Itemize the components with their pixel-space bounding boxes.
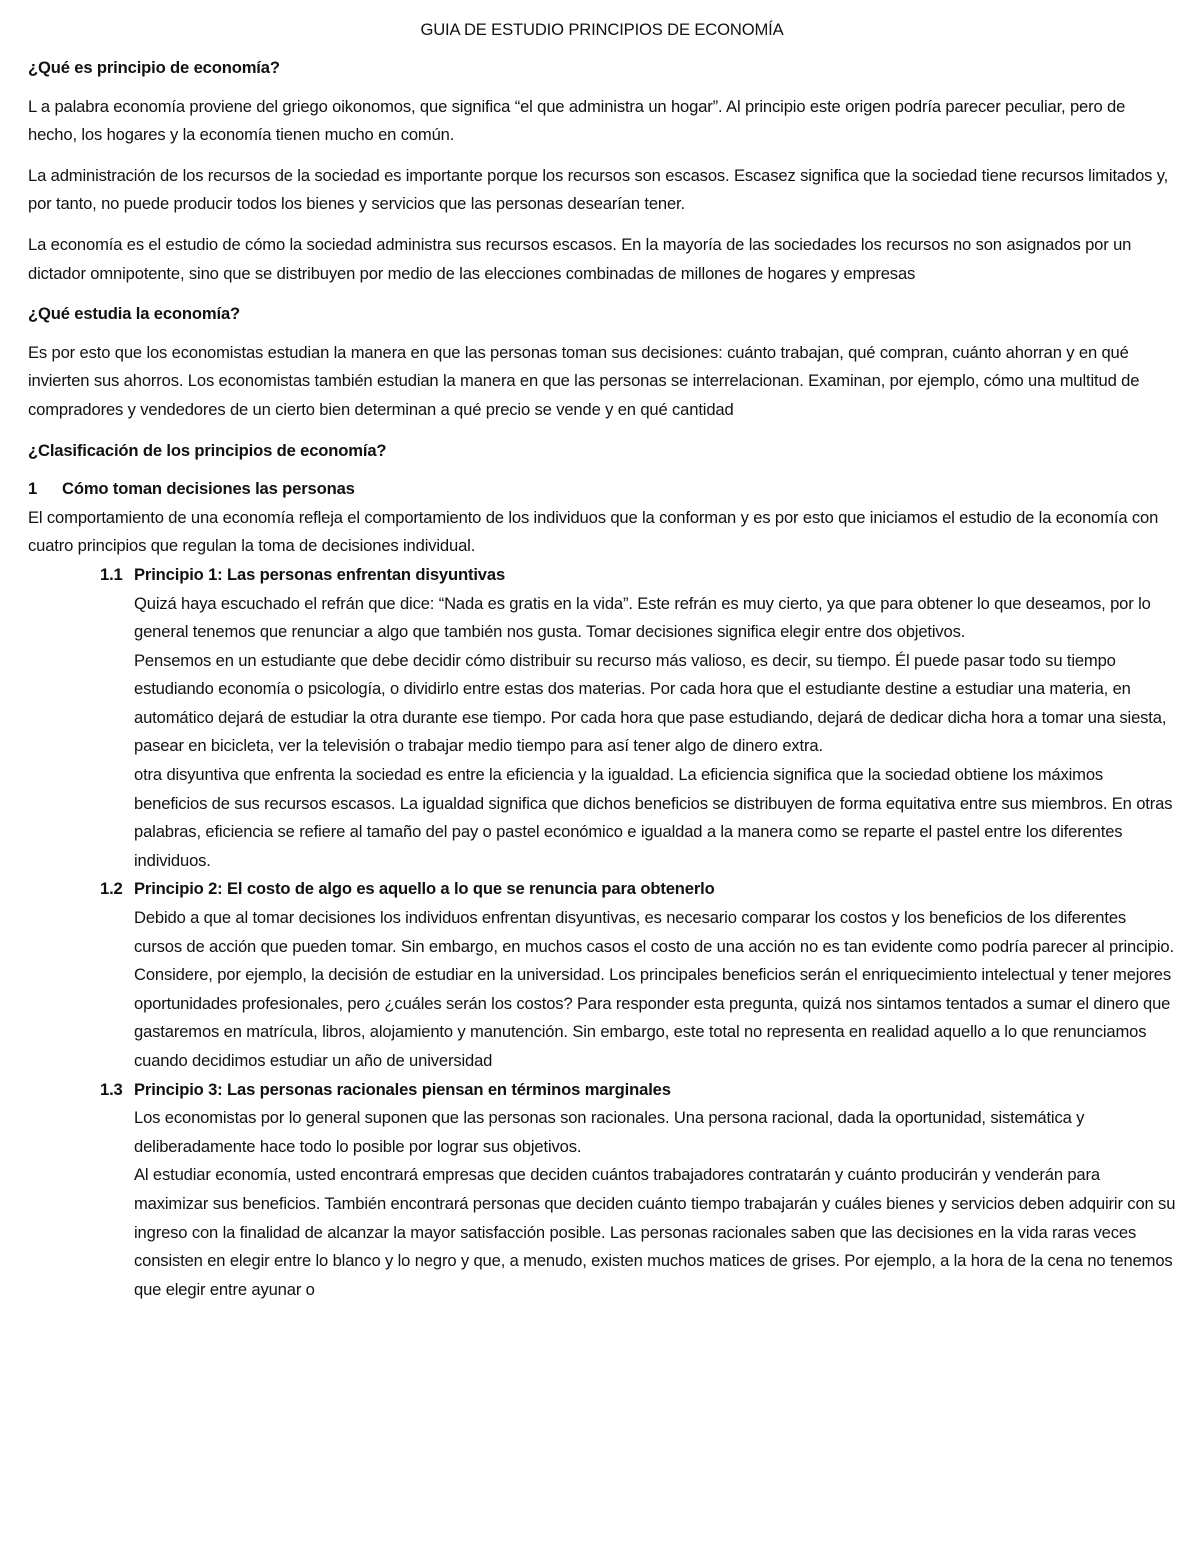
paragraph: Considere, por ejemplo, la decisión de estudiar en la universidad. Los principales beneficios serán el enriquecimiento intelectual y tener mejores oportunidades profesionales, pero ¿cuáles serán los costos? Para responder esta pregunta, quizá nos sintamos tentados a sumar el dinero que gastaremos en matrícula, libros, alojamiento y manutención. Sin embargo, este total no representa en realidad aquello a lo que renunciamos cuando decidimos estudiar un año de universidad bbox=[134, 965, 1172, 1070]
subsection-heading bbox=[100, 1076, 1176, 1105]
subsection-title: Principio 3: Las personas racionales piensan en términos marginales bbox=[134, 1079, 671, 1099]
section-1-heading bbox=[28, 475, 1176, 504]
heading-clasificacion: ¿Clasificación de los principios de economía? bbox=[28, 440, 387, 460]
subsection-title: Principio 1: Las personas enfrentan disyuntivas bbox=[134, 564, 506, 584]
paragraph: La administración de los recursos de la sociedad es importante porque los recursos son escasos. Escasez significa que la sociedad tiene recursos limitados y, por tanto, no puede producir todos los bienes y servicios que las personas desearían tener. bbox=[28, 165, 1169, 214]
heading-que-estudia: ¿Qué estudia la economía? bbox=[28, 304, 241, 324]
section-intro: El comportamiento de una economía refleja el comportamiento de los individuos que la conforman y es por esto que iniciamos el estudio de la economía con cuatro principios que regulan la toma de decisiones individual. bbox=[28, 507, 1159, 556]
paragraph: Los economistas por lo general suponen que las personas son racionales. Una persona racional, dada la oportunidad, sistemática y deliberadamente hace todo lo posible por lograr sus objetivos. bbox=[134, 1108, 1085, 1156]
subsection-heading bbox=[100, 875, 1176, 904]
paragraph: Es por esto que los economistas estudian la manera en que las personas toman sus decisiones: cuánto trabajan, qué compran, cuánto ahorran y en qué invierten sus ahorros. Los economistas también estudian la manera en que las personas se interrelacionan. Examinan, por ejemplo, cómo una multitud de compradores y vendedores de un cierto bien determinan a qué precio se vende y en qué cantidad bbox=[28, 342, 1140, 419]
subsection-body bbox=[134, 1104, 1176, 1304]
subsection-number: 1.1 bbox=[100, 564, 123, 584]
heading-que-es: ¿Qué es principio de economía? bbox=[28, 58, 280, 77]
subsection-1-1 bbox=[28, 561, 1176, 876]
subsection-body bbox=[134, 590, 1176, 876]
subsection-heading bbox=[100, 561, 1176, 590]
subsection-1-2 bbox=[28, 875, 1176, 1075]
paragraph: Quizá haya escuchado el refrán que dice: “Nada es gratis en la vida”. Este refrán es muy cierto, ya que para obtener lo que deseamos, por lo general tenemos que renunciar a algo que también nos gusta. Tomar decisiones significa elegir entre dos objetivos. bbox=[134, 593, 1151, 642]
subsection-body bbox=[134, 904, 1176, 1076]
paragraph: Pensemos en un estudiante que debe decidir cómo distribuir su recurso más valioso, es decir, su tiempo. Él puede pasar todo su tiempo estudiando economía o psicología, o dividirlo entre estas dos materias. Por cada hora que el estudiante destine a estudiar una materia, en automático dejará de estudiar la otra durante ese tiempo. Por cada hora que pase estudiando, dejará de dedicar dicha hora a tomar una siesta, pasear en bicicleta, ver la televisión o trabajar medio tiempo para así tener algo de dinero extra. bbox=[134, 650, 1167, 756]
paragraph: La economía es el estudio de cómo la sociedad administra sus recursos escasos. En la mayoría de las sociedades los recursos no son asignados por un dictador omnipotente, sino que se distribuyen por medio de las elecciones combinadas de millones de hogares y empresas bbox=[28, 234, 1132, 283]
paragraph: Debido a que al tomar decisiones los individuos enfrentan disyuntivas, es necesario comparar los costos y los beneficios de los diferentes cursos de acción que pueden tomar. Sin embargo, en muchos casos el costo de una acción no es tan evidente como podría parecer al principio. bbox=[134, 908, 1174, 956]
section-number: 1 bbox=[28, 479, 38, 499]
subsection-number: 1.2 bbox=[100, 879, 123, 899]
subsection-1-3 bbox=[28, 1076, 1176, 1305]
paragraph: Al estudiar economía, usted encontrará empresas que deciden cuántos trabajadores contratarán y cuánto producirán y venderán para maximizar sus beneficios. También encontrará personas que deciden cuánto tiempo trabajarán y cuáles bienes y servicios deben adquirir con su ingreso con la finalidad de alcanzar la mayor satisfacción posible. Las personas racionales saben que las decisiones en la vida raras veces consisten en elegir entre lo blanco y lo negro y que, a menudo, existen muchos matices de grises. Por ejemplo, a la hora de la cena no tenemos que elegir entre ayunar o bbox=[134, 1165, 1176, 1299]
subsection-title: Principio 2: El costo de algo es aquello a lo que se renuncia para obtenerlo bbox=[134, 879, 715, 899]
paragraph: L a palabra economía proviene del griego oikonomos, que significa “el que administra un hogar”. Al principio este origen podría parecer peculiar, pero de hecho, los hogares y la economía tienen mucho en común. bbox=[28, 96, 1126, 145]
paragraph: otra disyuntiva que enfrenta la sociedad es entre la eficiencia y la igualdad. La eficiencia significa que la sociedad obtiene los máximos beneficios de sus recursos escasos. La igualdad significa que dichos beneficios se distribuyen de forma equitativa entre sus miembros. En otras palabras, eficiencia se refiere al tamaño del pay o pastel económico e igualdad a la manera como se reparte el pastel entre los diferentes individuos. bbox=[134, 765, 1173, 870]
document-title: GUIA DE ESTUDIO PRINCIPIOS DE ECONOMÍA bbox=[420, 20, 784, 39]
section-title: Cómo toman decisiones las personas bbox=[62, 479, 355, 499]
subsection-number: 1.3 bbox=[100, 1079, 123, 1099]
